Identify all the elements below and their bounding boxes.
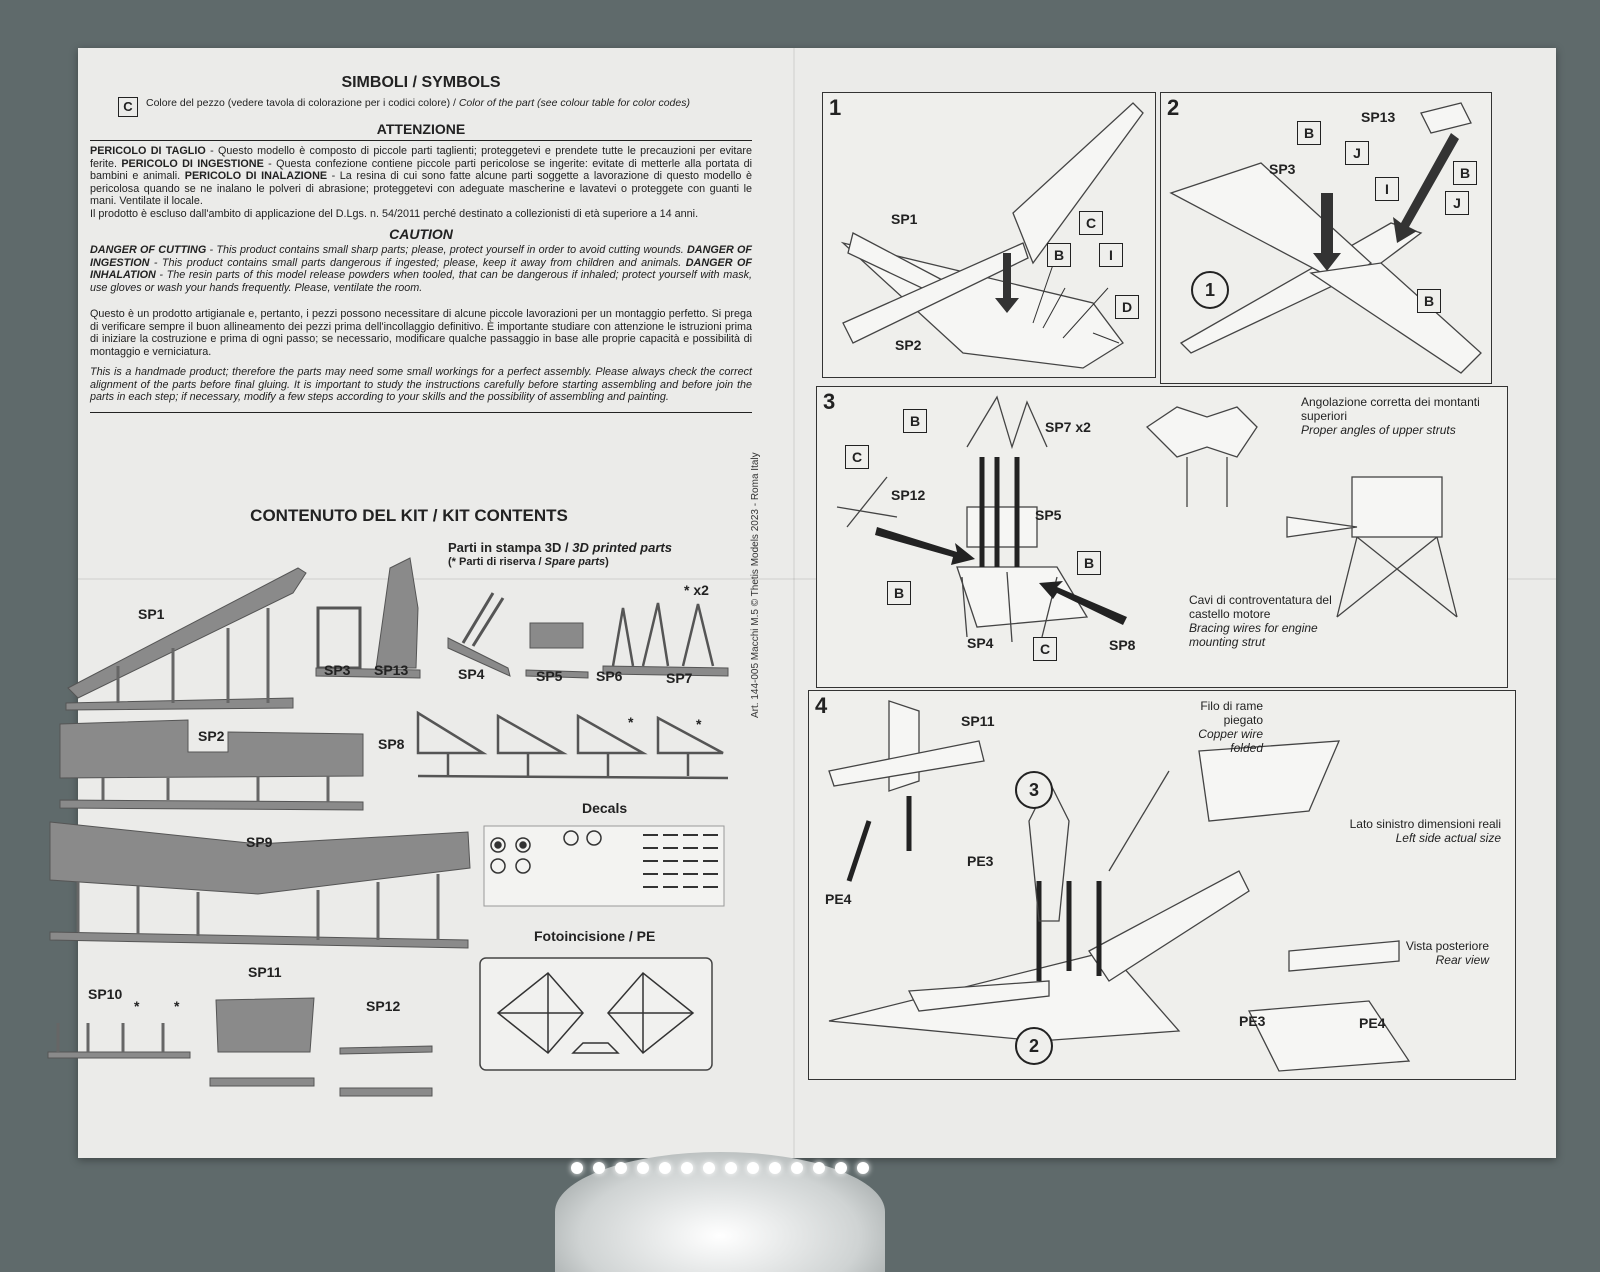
subassembly-circle: 3 — [1015, 771, 1053, 809]
note-en: Proper angles of upper struts — [1301, 423, 1456, 437]
decals-label: Decals — [582, 800, 628, 816]
sprue-sp5 — [530, 623, 583, 648]
step-1-drawing — [823, 93, 1155, 377]
left-side-note — [1325, 817, 1501, 845]
color-box: J — [1445, 191, 1469, 215]
part-label: PE3 — [1239, 1013, 1266, 1029]
color-box: C — [845, 445, 869, 469]
copper-wire-note — [1163, 699, 1263, 755]
note-en: Left side actual size — [1395, 831, 1501, 845]
part-label: SP8 — [378, 736, 405, 752]
color-box: B — [887, 581, 911, 605]
sprue-sp13 — [376, 558, 418, 668]
part-label: SP4 — [458, 666, 485, 682]
part-label: SP11 — [248, 964, 282, 980]
color-box: I — [1375, 177, 1399, 201]
step-1-panel — [822, 92, 1156, 378]
caution-ingestion-heading: DANGER OF INGESTION — [90, 244, 752, 269]
sprue-sp12 — [340, 1046, 432, 1054]
desk-lamp — [555, 1152, 885, 1272]
color-box: C — [1079, 211, 1103, 235]
color-desc-en: Color of the part (see colour table for color codes) — [458, 97, 690, 109]
note-it: Lato sinistro dimensioni reali — [1349, 817, 1501, 831]
attenzione-legal-text: Il prodotto è escluso dall'ambito di applicazione del D.Lgs. n. 54/2011 perché destinato a collezionisti di età superiore a 14 anni. — [90, 207, 699, 220]
spare-it: Parti di riserva / — [459, 556, 545, 568]
sp7-quantity: * x2 — [684, 582, 709, 598]
sprue-drawings — [78, 48, 778, 1158]
color-desc-it: Colore del pezzo (vedere tavola di colorazione per i codici colore) / — [146, 97, 456, 109]
part-label: SP7 — [666, 670, 693, 686]
article-credit: Art. 144-005 Macchi M.5 © Thetis Models 2023 - Roma Italy — [750, 452, 761, 718]
fold-line-vertical — [793, 48, 795, 1158]
note-it: Filo di rame piegato — [1200, 699, 1263, 727]
printed-parts-it: Parti in stampa 3D / — [448, 540, 573, 555]
step-number: 1 — [829, 95, 842, 120]
caution-cutting-heading: DANGER OF CUTTING — [90, 244, 207, 256]
part-label: PE3 — [967, 853, 994, 869]
attenzione-title: ATTENZIONE — [376, 121, 466, 137]
artisanal-text-en: This is a handmade product; therefore the parts may need some small workings for a perfect assembly. Please always check the correct alignment of the parts before final gluing. It is important to study the instructions carefully before starting assembling and before join the parts in each step; if necessary, modify a few steps according to your skills and the possibility of assembling and painting. — [90, 366, 752, 403]
spare-star: * — [628, 714, 634, 730]
part-label: SP5 — [1035, 507, 1062, 523]
artisanal-text-it: Questo è un prodotto artigianale e, pertanto, i pezzi possono necessitare di alcune piccole lavorazioni per un montaggio perfetto. Si prega di verificare sempre il buon allineamento dei pezzi prima dell'incollaggio definitivo. È importante studiare con attenzione le istruzioni prima di iniziare la costruzione e prima di ogni passo; se necessario, modificare qualche passaggio in base alle proprie capacità e possibilità di montaggio e verniciatura. — [90, 308, 752, 358]
note-it: Angolazione corretta dei montanti superiori — [1301, 395, 1480, 423]
part-label: SP12 — [366, 998, 401, 1014]
part-label: SP5 — [536, 668, 563, 684]
color-box: B — [1297, 121, 1321, 145]
attenzione-cutting-heading: PERICOLO DI TAGLIO — [90, 145, 206, 157]
part-label: SP7 x2 — [1045, 419, 1091, 435]
spare-star: * — [134, 998, 140, 1014]
part-label: SP10 — [88, 986, 123, 1002]
caution-inhalation-heading: DANGER OF INHALATION — [90, 256, 752, 281]
instruction-sheet — [78, 48, 1556, 1158]
step-number: 2 — [1167, 95, 1180, 120]
part-label: SP1 — [891, 211, 918, 227]
color-box: I — [1099, 243, 1123, 267]
color-box: B — [1077, 551, 1101, 575]
color-box: B — [1047, 243, 1071, 267]
color-box: B — [1453, 161, 1477, 185]
part-label: SP13 — [374, 662, 409, 678]
note-en: Bracing wires for engine mounting strut — [1189, 621, 1318, 649]
sprue-sp3 — [318, 608, 360, 668]
part-label: SP11 — [961, 713, 995, 729]
printed-parts-en: 3D printed parts — [572, 540, 672, 555]
spare-en: Spare parts — [544, 556, 606, 568]
color-box: C — [1033, 637, 1057, 661]
part-label: SP3 — [1269, 161, 1296, 177]
note-en: Rear view — [1435, 953, 1489, 967]
color-symbol-box: C — [118, 97, 138, 117]
part-label: SP12 — [891, 487, 926, 503]
bracing-wires-note — [1189, 593, 1359, 649]
step-2-drawing — [1161, 93, 1491, 383]
spare-star: * — [174, 998, 180, 1014]
part-label: SP3 — [324, 662, 351, 678]
part-label: SP1 — [138, 606, 165, 622]
spare-prefix: (* — [448, 556, 459, 568]
sprue-sp1 — [68, 568, 306, 698]
attenzione-ingestion-text: - Questa confezione contiene piccole parti pericolose se ingerite: evitate di metterle alla portata di bambini e animali. — [90, 157, 752, 182]
step-4-drawing — [809, 691, 1515, 1079]
caution-cutting-text: - This product contains small sharp parts; please, protect yourself in order to avoid cutting wounds. — [206, 244, 687, 256]
caution-inhalation-text: - The resin parts of this model release powders when tooled, that can be dangerous if inhaled; protect yourself with mask, use gloves or wash your hands frequently. Please, ventilate the room. — [90, 269, 752, 294]
part-label: PE4 — [825, 891, 852, 907]
caution-title: CAUTION — [389, 226, 453, 242]
symbols-title: SIMBOLI / SYMBOLS — [341, 74, 501, 91]
subassembly-circle: 2 — [1015, 1027, 1053, 1065]
part-label: SP4 — [967, 635, 994, 651]
color-box: B — [903, 409, 927, 433]
spare-suffix: ) — [605, 556, 609, 568]
attenzione-ingestion-heading: PERICOLO DI INGESTIONE — [121, 157, 264, 170]
upper-struts-note — [1301, 395, 1481, 437]
attenzione-inhalation-text: - La resina di cui sono fatte alcune parti soggette a lavorazione di questo modello è pericolosa quando se ne inalano le polveri di abrasione; proteggetevi con adeguate mascherine e lavatevi o proteggete con guanti le mani. Ventilate il locale. — [90, 170, 752, 207]
attenzione-cutting-text: - Questo modello è composto di piccole parti taglienti; proteggetevi e prendete tutte le precauzioni per evitare ferite. — [90, 145, 753, 170]
photoetch-label: Fotoincisione / PE — [534, 928, 656, 944]
step-2-panel — [1160, 92, 1492, 384]
note-it: Vista posteriore — [1405, 939, 1489, 953]
note-it: Cavi di controventatura del castello motore — [1189, 593, 1332, 621]
part-label: SP13 — [1361, 109, 1396, 125]
sprue-sp11 — [216, 998, 314, 1052]
part-label: SP9 — [246, 834, 273, 850]
part-label: SP2 — [198, 728, 225, 744]
kit-contents-title: CONTENUTO DEL KIT / KIT CONTENTS — [250, 506, 568, 525]
color-box: D — [1115, 295, 1139, 319]
step-3-panel — [816, 386, 1508, 688]
sprue-sp9 — [50, 822, 470, 894]
sprue-sp10 — [48, 1052, 190, 1058]
sprue-sp8 — [418, 713, 728, 778]
subassembly-circle: 1 — [1191, 271, 1229, 309]
part-label: SP6 — [596, 668, 623, 684]
part-label: PE4 — [1359, 1015, 1386, 1031]
part-label: SP2 — [895, 337, 922, 353]
note-en: Copper wire folded — [1198, 727, 1263, 755]
step-number: 4 — [815, 693, 828, 718]
sprue-sp1-base — [66, 698, 293, 710]
color-box: J — [1345, 141, 1369, 165]
caution-ingestion-text: - This product contains small parts dangerous if ingested; please, keep it away from children and animals. — [149, 256, 686, 269]
attenzione-inhalation-heading: PERICOLO DI INALAZIONE — [184, 170, 328, 182]
step-4-panel — [808, 690, 1516, 1080]
spare-star: * — [696, 716, 702, 732]
color-box: B — [1417, 289, 1441, 313]
part-label: SP8 — [1109, 637, 1136, 653]
rear-view-note — [1369, 939, 1489, 967]
step-number: 3 — [823, 389, 836, 414]
